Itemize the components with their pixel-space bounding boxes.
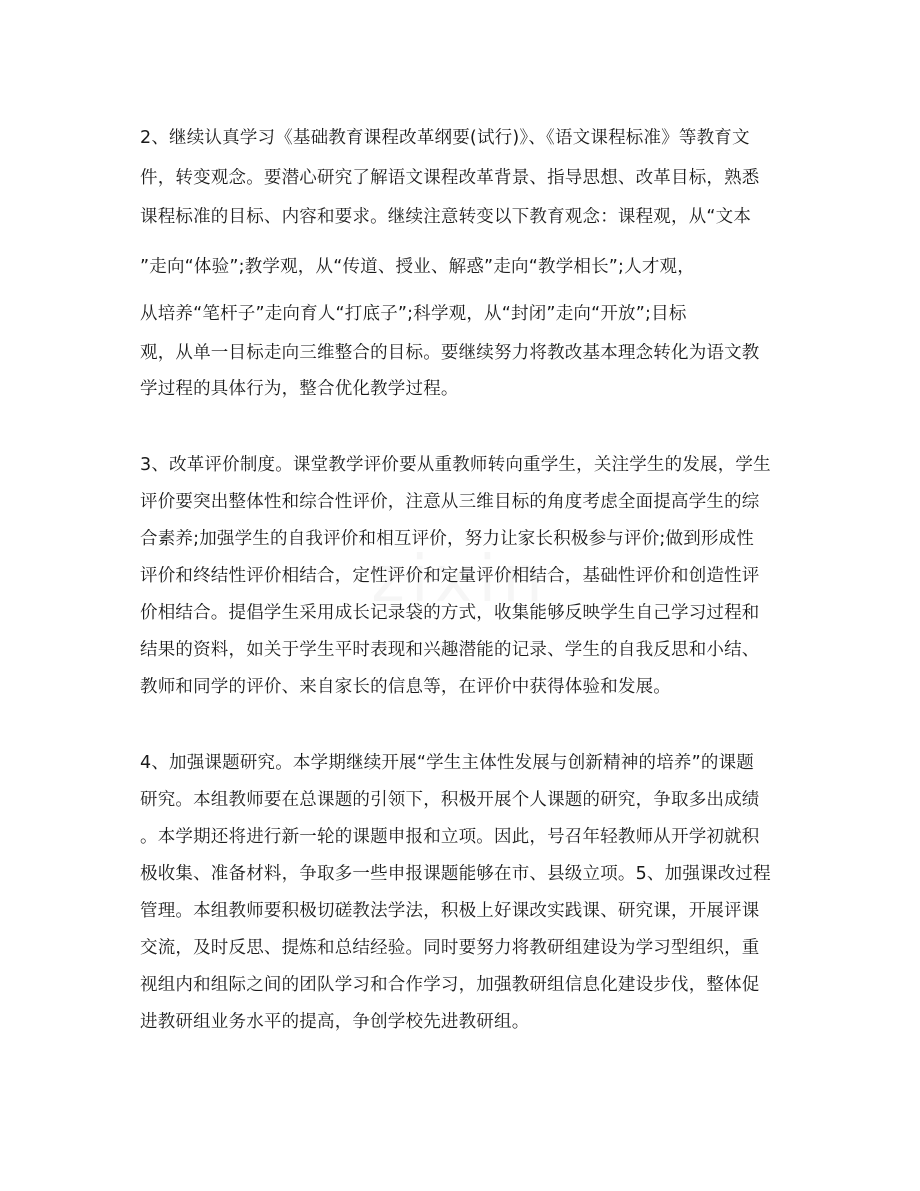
paragraph-line: 2、继续认真学习《基础教育课程改革纲要(试行)》、《语文课程标准》等教育文 — [140, 128, 750, 148]
paragraph-line: 视组内和组际之间的团队学习和合作学习，加强教研组信息化建设步伐，整体促 — [140, 975, 760, 995]
paragraph-line: 管理。本组教师要积极切磋教法学法，积极上好课改实践课、研究课，开展评课 — [140, 901, 760, 921]
paragraph-line: 结果的资料，如关于学生平时表现和兴趣潜能的记录、学生的自我反思和小结、 — [140, 640, 760, 660]
paragraph-line: 研究。本组教师要在总课题的引领下，积极开展个人课题的研究，争取多出成绩 — [140, 790, 760, 810]
paragraph-line: 评价要突出整体性和综合性评价，注意从三维目标的角度考虑全面提高学生的综 — [140, 492, 760, 512]
paragraph-line: 3、改革评价制度。课堂教学评价要从重教师转向重学生，关注学生的发展，学生 — [140, 455, 771, 475]
paragraph-line: 课程标准的目标、内容和要求。继续注意转变以下教育观念：课程观，从“文本 — [140, 207, 752, 227]
paragraph-line: 学过程的具体行为，整合优化教学过程。 — [140, 379, 459, 399]
paragraph-line: 极收集、准备材料，争取多一些申报课题能够在市、县级立项。5、加强课改过程 — [140, 864, 771, 884]
paragraph-line: 交流，及时反思、提炼和总结经验。同时要努力将教研组建设为学习型组织，重 — [140, 938, 760, 958]
paragraph-line: 从培养“笔杆子”走向育人“打底子”;科学观，从“封闭”走向“开放”;目标 — [140, 304, 687, 324]
paragraph-line: 观，从单一目标走向三维整合的目标。要继续努力将教改基本理念转化为语文教 — [140, 343, 760, 363]
paragraph-line: 件，转变观念。要潜心研究了解语文课程改革背景、指导思想、改革目标，熟悉 — [140, 168, 760, 188]
paragraph-line: 进教研组业务水平的提高，争创学校先进教研组。 — [140, 1012, 530, 1032]
paragraph-line: 评价和终结性评价相结合，定性评价和定量评价相结合，基础性评价和创造性评 — [140, 566, 760, 586]
paragraph-line: 4、加强课题研究。本学期继续开展“学生主体性发展与创新精神的培养”的课题 — [140, 753, 754, 773]
paragraph-line: ”走向“体验”;教学观，从“传道、授业、解惑”走向“教学相长”;人才观， — [140, 257, 695, 277]
paragraph-line: 。本学期还将进行新一轮的课题申报和立项。因此，号召年轻教师从开学初就积 — [140, 827, 760, 847]
paragraph-line: 教师和同学的评价、来自家长的信息等，在评价中获得体验和发展。 — [140, 677, 671, 697]
paragraph-line: 价相结合。提倡学生采用成长记录袋的方式，收集能够反映学生自己学习过程和 — [140, 603, 760, 623]
paragraph-line: 合素养;加强学生的自我评价和相互评价，努力让家长积极参与评价;做到形成性 — [140, 529, 754, 549]
